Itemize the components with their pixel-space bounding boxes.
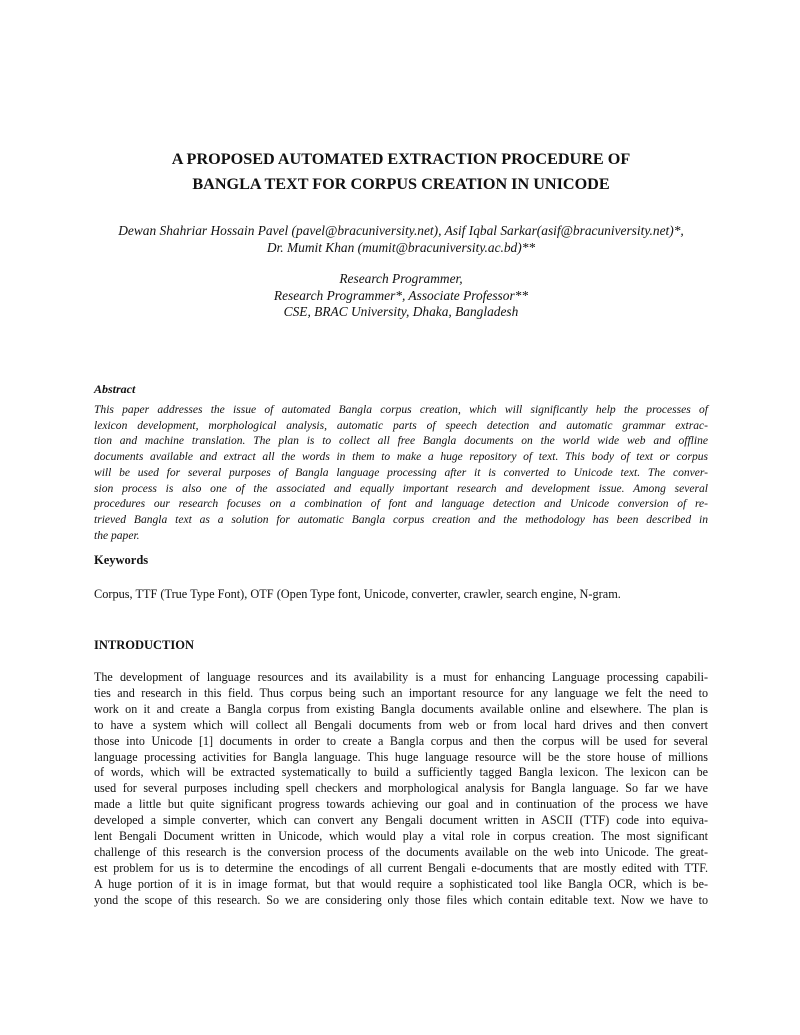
abstract-line: This paper addresses the issue of automated Bangla corpus creation, which will significantly help the processes of: [94, 404, 708, 416]
intro-line: made a little but quite significant progress towards achieving our goal and in continuation of the process we have: [94, 797, 708, 812]
introduction-heading: INTRODUCTION: [94, 638, 195, 652]
intro-line: The development of language resources and its availability is a must for enhancing Language processing capabili-: [94, 670, 708, 684]
affiliation-line: Research Programmer*, Associate Professor**: [273, 287, 529, 303]
intro-line: est problem for us is to determine the encodings of all current Bengali e-documents that are mostly edited with TTF.: [94, 860, 708, 875]
intro-line: A huge portion of it is in image format, but that would require a sophisticated tool like Bangla OCR, which is be-: [94, 876, 708, 891]
intro-line: ties and research in this field. Thus corpus being such an important resource for any language we felt the need to: [94, 685, 708, 700]
paper-title: [94, 147, 708, 197]
intro-line: to have a system which will collect all Bengali documents from web or from local hard drives and then convert: [94, 717, 708, 732]
keywords-heading: Keywords: [94, 553, 149, 567]
author-line: Dewan Shahriar Hossain Pavel (pavel@bracuniversity.net), Asif Iqbal Sarkar(asif@bracuniversity.net)*,: [118, 223, 684, 238]
intro-line: yond the scope of this research. So we are considering only those files which contain editable text. Now we have to: [94, 892, 708, 907]
intro-line: language processing activities for Bangla language. This huge language resource will be the store house of millions: [94, 749, 708, 764]
abstract-line: documents available and extract all the words in them to make a huge repository of text. This body of text or corpus: [94, 451, 708, 464]
title-line: A PROPOSED AUTOMATED EXTRACTION PROCEDURE OF: [171, 150, 631, 168]
abstract-line: sion process is also one of the associated and equally important research and development issue. Among several: [94, 482, 708, 495]
title-line: BANGLA TEXT FOR CORPUS CREATION IN UNICODE: [192, 175, 610, 193]
author-line: Dr. Mumit Khan (mumit@bracuniversity.ac.bd)**: [266, 239, 536, 255]
intro-line: challenge of this research is the conversion process of the documents available on the web into Unicode. The great-: [94, 844, 708, 859]
abstract-body: [94, 403, 708, 544]
abstract-line: tion and machine translation. The plan is to collect all free Bangla documents on the world wide web and offline: [94, 435, 708, 448]
abstract-line: will be used for several purposes of Bangla language processing after it is converted to Unicode text. The conver-: [94, 466, 708, 479]
intro-line: those into Unicode [1] documents in order to create a Bangla corpus and then the corpus will be used for several: [94, 733, 708, 748]
intro-line: work on it and create a Bangla corpus from existing Bangla documents available online and elsewhere. The plan is: [94, 701, 708, 716]
affiliation-line: CSE, BRAC University, Dhaka, Bangladesh: [283, 304, 519, 319]
abstract-heading: Abstract: [94, 382, 136, 396]
author-list: [94, 223, 708, 256]
introduction-body: [94, 670, 708, 909]
affiliation: [94, 271, 708, 321]
intro-line: developed a simple converter, which can convert any Bengali document written in ASCII (TTF) code into equiva-: [94, 813, 708, 828]
abstract-line: trieved Bangla text as a solution for automatic Bangla corpus creation and the methodology has been described in: [94, 513, 708, 526]
keywords-text: Corpus, TTF (True Type Font), OTF (Open Type font, Unicode, converter, crawler, search engine, N-gram.: [94, 587, 621, 601]
abstract-line: lexicon development, morphological analysis, automatic parts of speech detection and automatic grammar extrac-: [94, 419, 708, 432]
intro-line: used for several purposes including spell checkers and morphological analysis for Bangla language. So far we have: [94, 781, 708, 796]
affiliation-line: Research Programmer,: [339, 271, 463, 286]
abstract-line: procedures our research focuses on a combination of font and language detection and Unicode conversion of re-: [94, 498, 708, 511]
intro-line: of words, which will be extracted systematically to build a sufficiently tagged Bangla lexicon. The lexicon can be: [94, 765, 708, 780]
abstract-line: the paper.: [94, 529, 140, 542]
intro-line: lent Bengali Document written in Unicode, which would play a vital role in corpus creation. The most significant: [94, 829, 708, 844]
